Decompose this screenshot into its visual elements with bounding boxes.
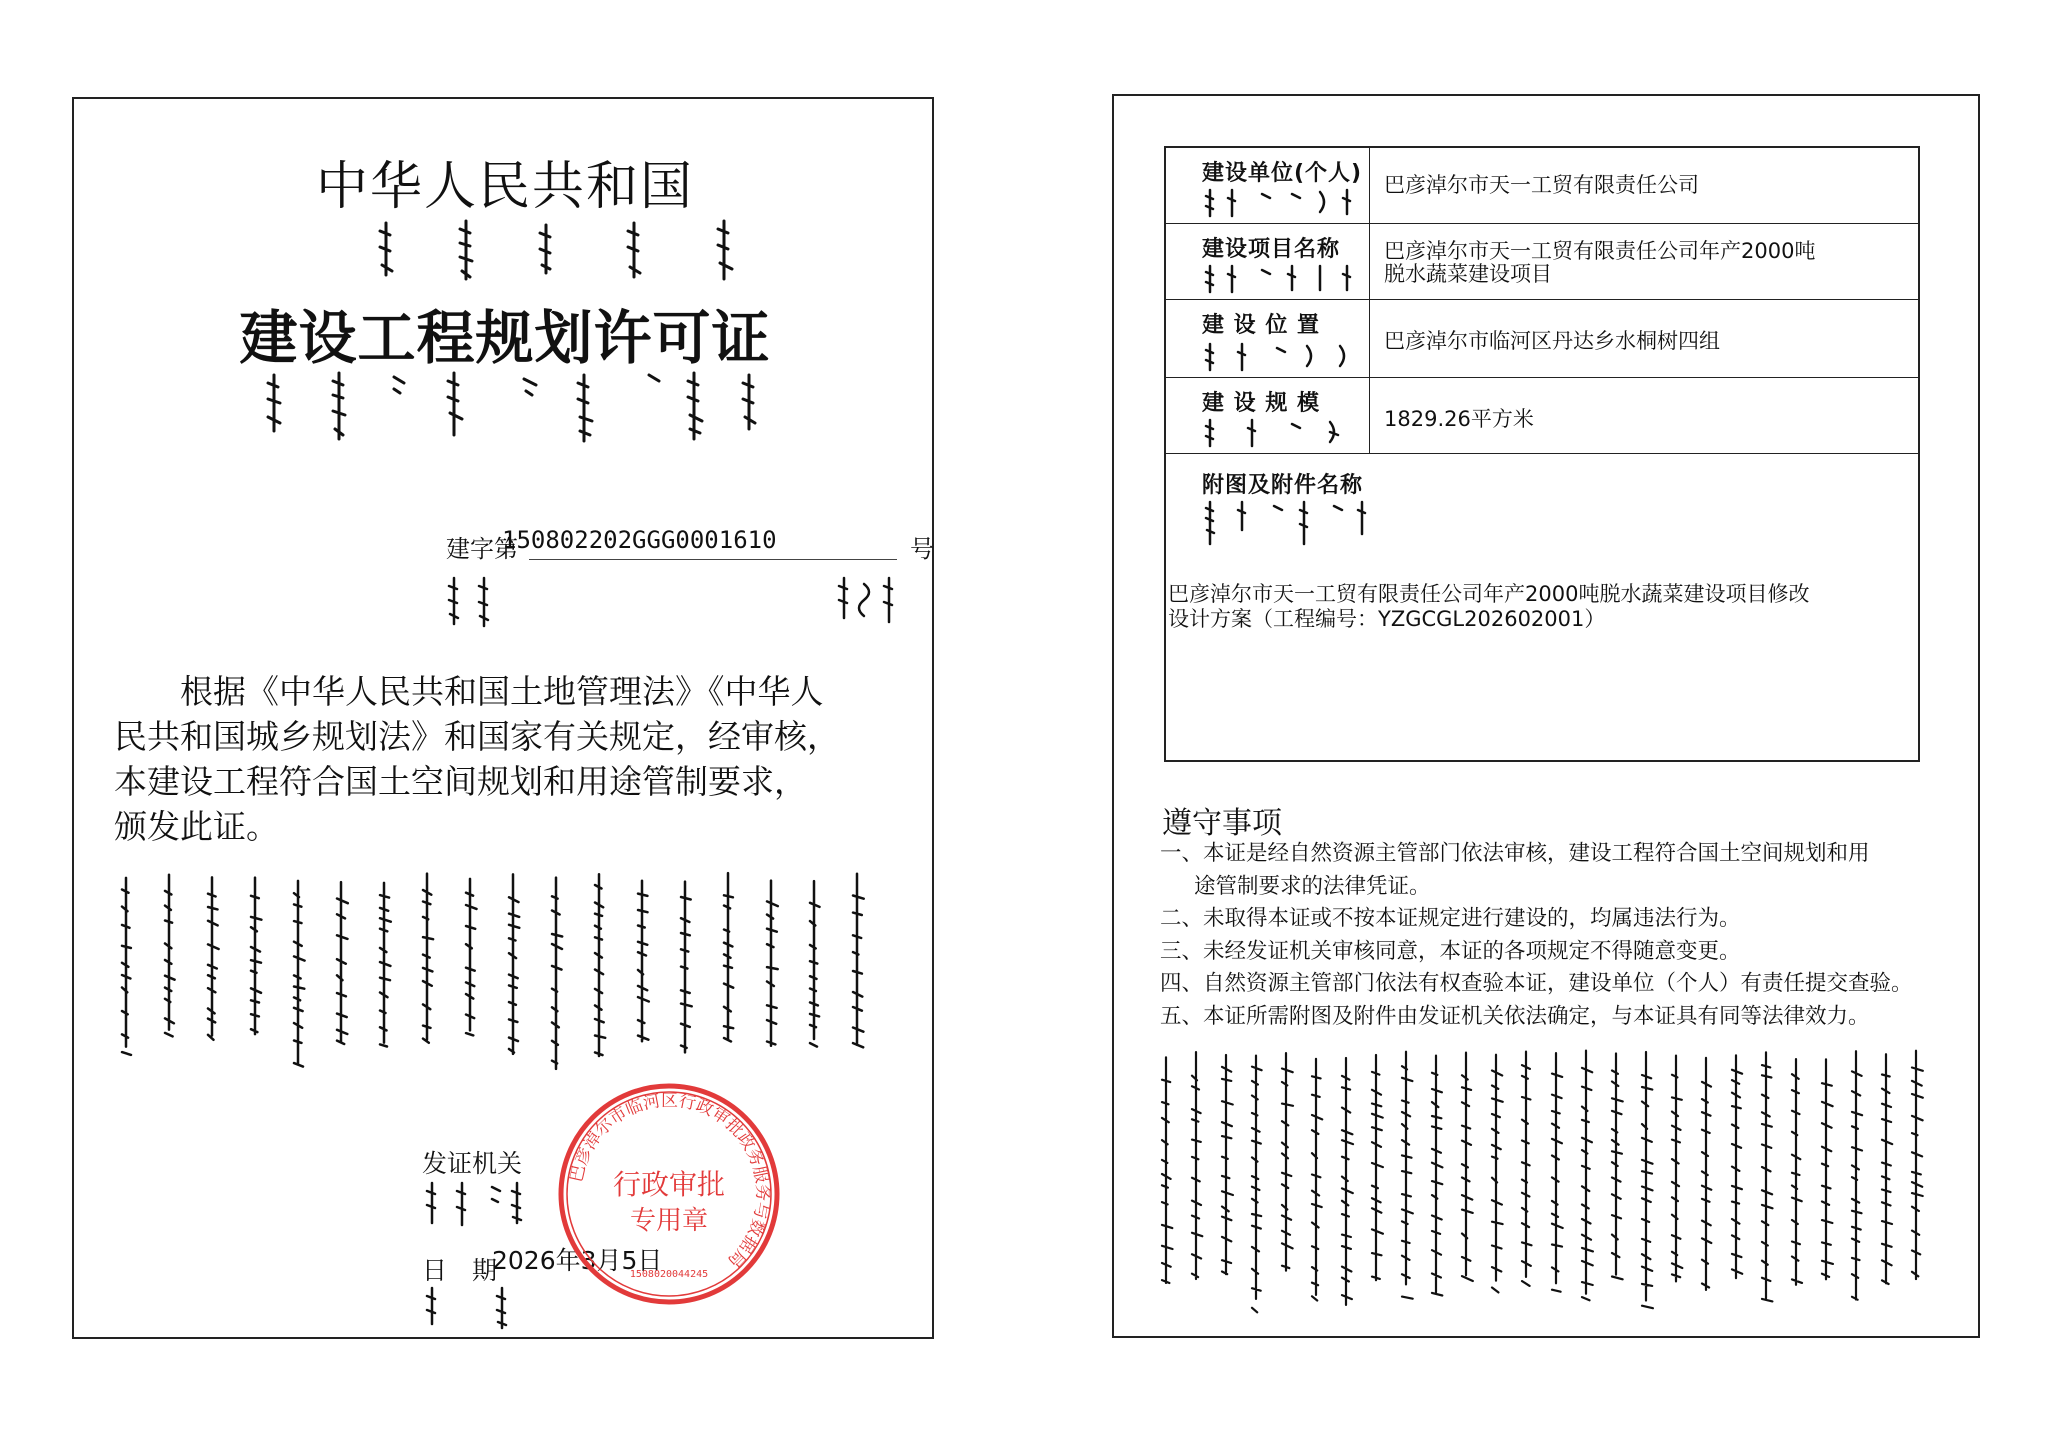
mongolian-script-number (444, 574, 904, 634)
mongolian-script-date (422, 1284, 542, 1334)
permit-cover-page (72, 97, 934, 1339)
mongolian-column (1192, 1052, 1202, 1279)
mongolian-column (853, 874, 864, 1048)
mongolian-column (466, 879, 477, 1036)
permit-number-suffix: 号 (910, 535, 934, 563)
mongolian-column (1342, 1058, 1353, 1305)
rule-item: 五、本证所需附图及附件由发证机关依法确定，与本证具有同等法律效力。 (1160, 1003, 1870, 1029)
issue-date: 2026年3月5日 (492, 1246, 663, 1275)
mongolian-column (1642, 1052, 1653, 1308)
project-info-table (1164, 146, 1920, 762)
mongolian-column (1492, 1055, 1503, 1293)
mongolian-column (1552, 1053, 1563, 1292)
rule-item: 三、未经发证机关审核同意，本证的各项规定不得随意变更。 (1160, 938, 1741, 964)
mongolian-column (1312, 1059, 1322, 1301)
mongolian-column (337, 882, 348, 1044)
mongolian-column (638, 881, 649, 1041)
mongolian-column (1402, 1052, 1413, 1299)
rule-item: 四、自然资源主管部门依法有权查验本证，建设单位（个人）有责任提交查验。 (1160, 971, 1913, 996)
mongolian-script-label (1202, 500, 1382, 550)
permit-details-page (1112, 94, 1980, 1338)
label-scale: 建 设 规 模 (1202, 391, 1320, 416)
official-seal (554, 1079, 784, 1309)
mongolian-column (423, 874, 433, 1043)
mongolian-script-body (114, 869, 894, 1089)
body-line: 本建设工程符合国土空间规划和用途管制要求， (114, 762, 807, 801)
mongolian-column (1582, 1051, 1593, 1301)
label-project-name: 建设项目名称 (1202, 237, 1341, 262)
body-line: 颁发此证。 (114, 807, 279, 846)
mongolian-column (681, 882, 692, 1053)
body-line: 根据《中华人民共和国土地管理法》《中华人 (180, 672, 824, 711)
mongolian-column (294, 881, 305, 1067)
mongolian-column (767, 881, 778, 1046)
mongolian-column (1882, 1054, 1892, 1284)
permit-number-underline (529, 559, 897, 560)
mongolian-script-label (1202, 264, 1362, 296)
mongolian-column (552, 878, 562, 1069)
country-name: 中华人民共和国 (315, 157, 694, 217)
label-construction-unit: 建设单位(个人) (1202, 161, 1363, 186)
rule-item: 一、本证是经自然资源主管部门依法审核，建设工程符合国土空间规划和用 (1160, 841, 1870, 866)
mongolian-script-title (254, 369, 774, 449)
mongolian-column (1372, 1055, 1383, 1280)
mongolian-script-country (374, 217, 754, 287)
mongolian-column (724, 873, 733, 1041)
mongolian-script-label (1202, 418, 1362, 450)
date-label: 日 期 (422, 1256, 498, 1285)
rule-item: 途管制要求的法律凭证。 (1194, 873, 1431, 899)
mongolian-column (509, 874, 519, 1053)
mongolian-column (595, 874, 605, 1056)
rules-list (1160, 838, 1960, 1033)
row-project-name (1166, 224, 1918, 300)
attachment-description: 巴彦淖尔市天一工贸有限责任公司年产2000吨脱水蔬菜建设项目修改 设计方案（工程编号：YZGCGL202602001） (1168, 582, 1810, 631)
row-construction-unit (1166, 148, 1918, 224)
mongolian-column (1252, 1056, 1262, 1313)
mongolian-script-label (1202, 188, 1362, 220)
mongolian-column (810, 881, 820, 1047)
seal-serial-number: 1508020044245 (629, 1269, 709, 1280)
label-location: 建 设 位 置 (1202, 313, 1320, 338)
mongolian-column (1522, 1052, 1532, 1286)
seal-center-subtext: 专用章 (629, 1206, 709, 1236)
mongolian-column (122, 878, 131, 1055)
rules-title: 遵守事项 (1162, 806, 1282, 841)
mongolian-script-label (1202, 342, 1362, 374)
mongolian-column (251, 878, 261, 1035)
permit-body-text (114, 669, 904, 849)
value-project-name: 巴彦淖尔市天一工贸有限责任公司年产2000吨 脱水蔬菜建设项目 (1384, 239, 1816, 286)
mongolian-column (1762, 1052, 1773, 1301)
mongolian-column (1282, 1053, 1293, 1271)
value-construction-unit: 巴彦淖尔市天一工贸有限责任公司 (1384, 173, 1699, 197)
mongolian-script-rules (1154, 1046, 1954, 1326)
body-line: 民共和国城乡规划法》和国家有关规定，经审核， (114, 717, 840, 756)
mongolian-column (1612, 1053, 1623, 1279)
mongolian-column (1162, 1057, 1173, 1283)
mongolian-column (1462, 1053, 1473, 1281)
row-attachments (1166, 454, 1918, 760)
value-location: 巴彦淖尔市临河区丹达乡水桐树四组 (1384, 329, 1720, 353)
row-location (1166, 300, 1918, 378)
mongolian-script-issuer (422, 1179, 542, 1229)
permit-number-label: 建字第 (446, 535, 518, 563)
label-attachments: 附图及附件名称 (1202, 473, 1364, 498)
mongolian-column (1792, 1059, 1802, 1285)
mongolian-column (1912, 1051, 1923, 1279)
seal-center-text: 行政审批 (612, 1168, 726, 1201)
row-scale (1166, 378, 1918, 454)
mongolian-column (1432, 1056, 1442, 1296)
mongolian-column (165, 875, 175, 1037)
document-title: 建设工程规划许可证 (239, 304, 771, 372)
value-scale: 1829.26平方米 (1384, 407, 1534, 431)
mongolian-column (1822, 1059, 1833, 1279)
mongolian-column (380, 883, 391, 1047)
mongolian-column (1702, 1058, 1711, 1290)
mongolian-column (208, 877, 219, 1039)
mongolian-column (1222, 1055, 1233, 1274)
mongolian-column (1732, 1055, 1742, 1278)
mongolian-column (1672, 1056, 1682, 1282)
rule-item: 二、未取得本证或不按本证规定进行建设的，均属违法行为。 (1160, 906, 1741, 931)
seal-ring-text: 巴彦淖尔市临河区行政审批政务服务与数据局 (566, 1090, 773, 1271)
issuer-label: 发证机关 (422, 1149, 523, 1178)
permit-number-value: 150802202GGG0001610 (502, 526, 777, 554)
mongolian-column (1852, 1051, 1862, 1299)
